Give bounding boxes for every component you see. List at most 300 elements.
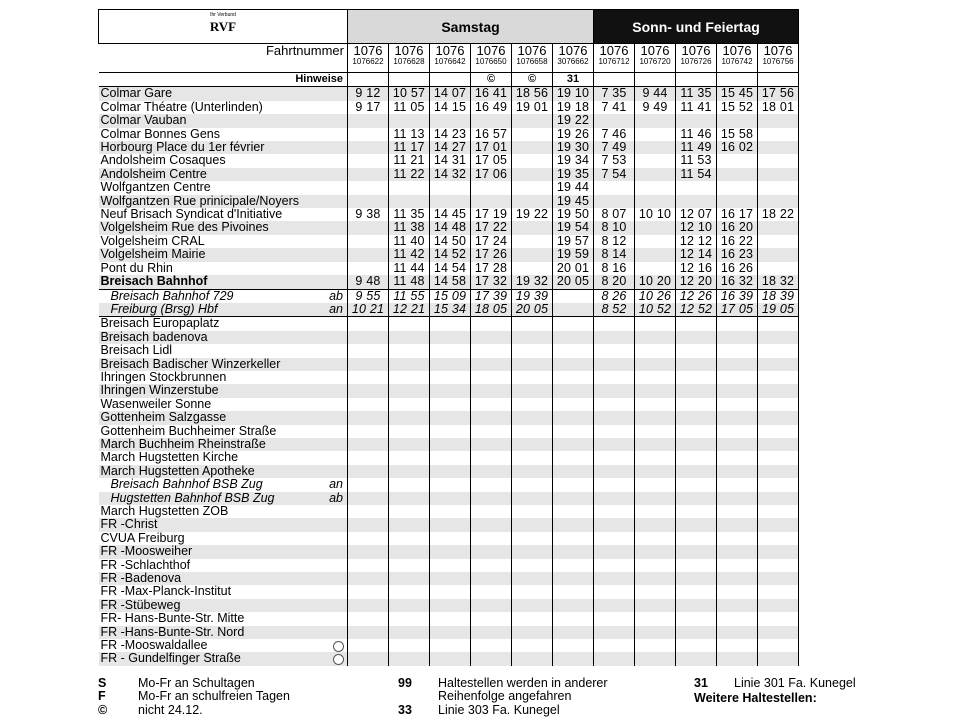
hint-cell: [758, 73, 799, 87]
time-cell: [594, 626, 635, 639]
time-cell: 11 46: [676, 128, 717, 141]
hint-cell: ©: [471, 73, 512, 87]
time-cell: 11 21: [389, 154, 430, 167]
time-cell: [717, 492, 758, 505]
table-row: [99, 289, 799, 303]
time-cell: 14 27: [430, 141, 471, 154]
time-cell: 18 05: [471, 303, 512, 317]
trip-number: [512, 44, 553, 73]
time-cell: [512, 492, 553, 505]
time-cell: 10 26: [635, 289, 676, 303]
time-cell: [471, 384, 512, 397]
time-cell: 19 35: [553, 168, 594, 181]
time-cell: [430, 626, 471, 639]
time-cell: [430, 545, 471, 558]
time-cell: [676, 599, 717, 612]
table-row: [99, 371, 799, 384]
stop-name: [99, 235, 348, 248]
samstag-header: Samstag: [348, 10, 594, 44]
time-cell: [348, 317, 389, 331]
time-cell: [471, 639, 512, 652]
time-cell: [512, 505, 553, 518]
time-cell: [348, 128, 389, 141]
trip-number: [348, 44, 389, 73]
time-cell: [594, 317, 635, 331]
time-cell: [553, 612, 594, 625]
table-row: [99, 545, 799, 558]
time-cell: [553, 358, 594, 371]
time-cell: [758, 384, 799, 397]
hint-cell: 31: [553, 73, 594, 87]
stop-name: [99, 262, 348, 275]
trip-id: 1076628: [393, 57, 425, 66]
time-cell: [717, 451, 758, 464]
time-cell: [676, 317, 717, 331]
table-row: [99, 465, 799, 478]
time-cell: [512, 141, 553, 154]
stop-name: [99, 141, 348, 154]
time-cell: [594, 438, 635, 451]
time-cell: [389, 114, 430, 127]
stop-name: [99, 411, 348, 424]
stop-name: [99, 559, 348, 572]
time-cell: [389, 492, 430, 505]
time-cell: [389, 599, 430, 612]
time-cell: [676, 559, 717, 572]
stop-name: [99, 398, 348, 411]
time-cell: [512, 559, 553, 572]
line-number: 1076: [681, 43, 711, 58]
time-cell: [348, 585, 389, 598]
stop-label: Breisach Bahnhof BSB Zug: [110, 478, 263, 492]
time-cell: [758, 518, 799, 531]
table-row: [99, 652, 799, 665]
time-cell: 9 48: [348, 275, 389, 289]
trip-id: 1076658: [516, 57, 548, 66]
time-cell: [635, 235, 676, 248]
time-cell: 14 07: [430, 87, 471, 101]
time-cell: [758, 438, 799, 451]
time-cell: [758, 344, 799, 357]
time-cell: [553, 289, 594, 303]
time-cell: 12 10: [676, 221, 717, 234]
stop-label: Breisach Bahnhof 729: [110, 289, 234, 303]
time-cell: [758, 425, 799, 438]
time-cell: [635, 438, 676, 451]
time-cell: [348, 114, 389, 127]
time-cell: 18 22: [758, 208, 799, 221]
time-cell: [348, 141, 389, 154]
time-cell: [389, 559, 430, 572]
time-cell: [594, 358, 635, 371]
time-cell: [389, 585, 430, 598]
time-cell: [430, 599, 471, 612]
time-cell: 11 35: [389, 208, 430, 221]
time-cell: 11 22: [389, 168, 430, 181]
time-cell: [512, 532, 553, 545]
time-cell: 20 01: [553, 262, 594, 275]
time-cell: [717, 331, 758, 344]
time-cell: [471, 545, 512, 558]
stop-label: Ihringen Stockbrunnen: [100, 370, 227, 384]
time-cell: 12 20: [676, 275, 717, 289]
time-cell: [512, 317, 553, 331]
time-cell: [389, 425, 430, 438]
time-cell: 10 57: [389, 87, 430, 101]
time-cell: [717, 612, 758, 625]
stop-label: CVUA Freiburg: [100, 531, 185, 545]
time-cell: [594, 612, 635, 625]
time-cell: [635, 221, 676, 234]
sonntag-header: Sonn- und Feiertag: [594, 10, 799, 44]
time-cell: [758, 128, 799, 141]
line-number: 1076: [558, 43, 588, 58]
time-cell: [430, 492, 471, 505]
table-row: [99, 585, 799, 598]
table-row: [99, 492, 799, 505]
table-row: [99, 154, 799, 167]
time-cell: [430, 398, 471, 411]
time-cell: [717, 652, 758, 665]
time-cell: [758, 465, 799, 478]
time-cell: 8 14: [594, 248, 635, 261]
time-cell: [553, 652, 594, 665]
stop-name: [99, 371, 348, 384]
stop-name: [99, 639, 348, 652]
time-cell: [676, 505, 717, 518]
time-cell: 8 10: [594, 221, 635, 234]
time-cell: [512, 518, 553, 531]
time-cell: [471, 585, 512, 598]
stop-name: [99, 344, 348, 357]
time-cell: [635, 572, 676, 585]
time-cell: [676, 612, 717, 625]
time-cell: [717, 639, 758, 652]
time-cell: [635, 331, 676, 344]
table-row: [99, 398, 799, 411]
time-cell: 19 39: [512, 289, 553, 303]
stop-name: [99, 114, 348, 127]
time-cell: [553, 465, 594, 478]
time-cell: 15 45: [717, 87, 758, 101]
time-cell: [553, 398, 594, 411]
time-cell: 7 54: [594, 168, 635, 181]
stop-name: [99, 478, 348, 491]
time-cell: [635, 398, 676, 411]
time-cell: [635, 358, 676, 371]
time-cell: [758, 492, 799, 505]
time-cell: [348, 438, 389, 451]
time-cell: 10 10: [635, 208, 676, 221]
time-cell: [635, 518, 676, 531]
time-cell: [471, 492, 512, 505]
time-cell: [717, 168, 758, 181]
arr-dep-marker: ab: [329, 491, 343, 505]
time-cell: [553, 639, 594, 652]
time-cell: [512, 612, 553, 625]
stop-name: [99, 438, 348, 451]
time-cell: 14 45: [430, 208, 471, 221]
time-cell: [758, 331, 799, 344]
logo-wordmark: RVF: [209, 19, 237, 34]
timetable: [98, 9, 799, 666]
stop-name: [99, 492, 348, 505]
time-cell: [717, 585, 758, 598]
time-cell: 15 58: [717, 128, 758, 141]
time-cell: [512, 438, 553, 451]
time-cell: [758, 639, 799, 652]
time-cell: [348, 154, 389, 167]
time-cell: [512, 114, 553, 127]
time-cell: [717, 532, 758, 545]
time-cell: 12 14: [676, 248, 717, 261]
time-cell: 19 50: [553, 208, 594, 221]
time-cell: [635, 425, 676, 438]
time-cell: [635, 585, 676, 598]
table-row: [99, 532, 799, 545]
stop-name: [99, 545, 348, 558]
time-cell: [553, 303, 594, 317]
time-cell: [430, 465, 471, 478]
time-cell: [635, 317, 676, 331]
time-cell: [430, 317, 471, 331]
time-cell: 8 20: [594, 275, 635, 289]
time-cell: 14 48: [430, 221, 471, 234]
stop-label: Ihringen Winzerstube: [100, 384, 219, 398]
time-cell: [512, 195, 553, 208]
line-number: 1076: [763, 43, 793, 58]
time-cell: [553, 331, 594, 344]
time-cell: [471, 358, 512, 371]
line-number: 1076: [640, 43, 670, 58]
time-cell: [471, 344, 512, 357]
time-cell: [717, 195, 758, 208]
time-cell: [389, 478, 430, 491]
time-cell: [512, 181, 553, 194]
trip-number: [553, 44, 594, 73]
time-cell: [471, 438, 512, 451]
legend-weitere: Weitere Haltestellen:: [694, 691, 817, 705]
time-cell: [553, 505, 594, 518]
time-cell: [348, 505, 389, 518]
stop-name: [99, 465, 348, 478]
arr-dep-marker: ab: [329, 289, 343, 303]
time-cell: 17 24: [471, 235, 512, 248]
time-cell: 14 32: [430, 168, 471, 181]
stop-name: [99, 154, 348, 167]
time-cell: [389, 626, 430, 639]
table-row: [99, 208, 799, 221]
time-cell: [430, 384, 471, 397]
time-cell: [635, 626, 676, 639]
time-cell: 9 44: [635, 87, 676, 101]
time-cell: [676, 585, 717, 598]
table-row: [99, 572, 799, 585]
time-cell: [512, 451, 553, 464]
time-cell: 12 16: [676, 262, 717, 275]
time-cell: [758, 168, 799, 181]
arr-dep-marker: an: [329, 302, 343, 316]
table-row: [99, 344, 799, 357]
time-cell: [553, 572, 594, 585]
time-cell: [348, 344, 389, 357]
stop-name: [99, 101, 348, 114]
stop-label: Wolfgantzen Rue prinicipale/Noyers: [100, 194, 299, 208]
time-cell: [676, 532, 717, 545]
stop-label: Andolsheim Cosaques: [100, 154, 226, 168]
time-cell: [553, 545, 594, 558]
time-cell: [512, 358, 553, 371]
legend-f: F Mo-Fr an schulfreien Tagen: [98, 689, 290, 703]
time-cell: 11 42: [389, 248, 430, 261]
time-cell: [389, 384, 430, 397]
time-cell: [553, 626, 594, 639]
time-cell: [676, 626, 717, 639]
time-cell: [676, 639, 717, 652]
time-cell: [553, 317, 594, 331]
time-cell: 11 49: [676, 141, 717, 154]
time-cell: 8 07: [594, 208, 635, 221]
time-cell: [676, 181, 717, 194]
time-cell: 11 05: [389, 101, 430, 114]
time-cell: [758, 235, 799, 248]
time-cell: 11 40: [389, 235, 430, 248]
time-cell: [676, 652, 717, 665]
time-cell: [717, 411, 758, 424]
time-cell: 12 07: [676, 208, 717, 221]
time-cell: [594, 532, 635, 545]
time-cell: [717, 545, 758, 558]
time-cell: 11 54: [676, 168, 717, 181]
time-cell: [758, 358, 799, 371]
stop-label: Breisach Badischer Winzerkeller: [100, 357, 281, 371]
time-cell: 19 57: [553, 235, 594, 248]
time-cell: [512, 221, 553, 234]
time-cell: [471, 317, 512, 331]
time-cell: [430, 572, 471, 585]
time-cell: [471, 451, 512, 464]
time-cell: [430, 518, 471, 531]
time-cell: [348, 532, 389, 545]
time-cell: [717, 559, 758, 572]
time-cell: 7 49: [594, 141, 635, 154]
time-cell: [430, 505, 471, 518]
time-cell: [471, 114, 512, 127]
table-row: [99, 438, 799, 451]
time-cell: [512, 545, 553, 558]
time-cell: [594, 331, 635, 344]
stop-label: FR -Christ: [100, 518, 158, 532]
time-cell: [389, 639, 430, 652]
time-cell: 17 05: [717, 303, 758, 317]
time-cell: [635, 168, 676, 181]
time-cell: [348, 639, 389, 652]
time-cell: 15 09: [430, 289, 471, 303]
hint-cell: [717, 73, 758, 87]
time-cell: [676, 331, 717, 344]
time-cell: [512, 411, 553, 424]
time-cell: [471, 331, 512, 344]
time-cell: 17 05: [471, 154, 512, 167]
time-cell: [348, 559, 389, 572]
time-cell: [430, 451, 471, 464]
time-cell: 19 05: [758, 303, 799, 317]
table-row: [99, 626, 799, 639]
time-cell: [594, 195, 635, 208]
stop-label: FR -Schlachthof: [100, 558, 191, 572]
table-row: [99, 128, 799, 141]
time-cell: [635, 411, 676, 424]
stop-name: [99, 275, 348, 289]
table-row: [99, 478, 799, 491]
stop-name: [99, 181, 348, 194]
time-cell: [471, 465, 512, 478]
time-cell: 19 45: [553, 195, 594, 208]
time-cell: [348, 612, 389, 625]
time-cell: 16 20: [717, 221, 758, 234]
time-cell: [512, 384, 553, 397]
time-cell: 8 26: [594, 289, 635, 303]
time-cell: [471, 559, 512, 572]
time-cell: [553, 518, 594, 531]
stop-label: Hugstetten Bahnhof BSB Zug: [110, 491, 275, 505]
time-cell: 19 10: [553, 87, 594, 101]
stop-name: [99, 505, 348, 518]
time-cell: 16 49: [471, 101, 512, 114]
time-cell: [553, 411, 594, 424]
time-cell: [635, 652, 676, 665]
stop-label: Breisach Europaplatz: [100, 316, 220, 331]
time-cell: [471, 599, 512, 612]
time-cell: [512, 572, 553, 585]
time-cell: [635, 154, 676, 167]
time-cell: 7 46: [594, 128, 635, 141]
time-cell: [430, 612, 471, 625]
time-cell: [389, 505, 430, 518]
time-cell: [348, 492, 389, 505]
time-cell: [430, 411, 471, 424]
time-cell: [758, 371, 799, 384]
time-cell: [430, 331, 471, 344]
stop-name: [99, 317, 348, 331]
time-cell: [758, 317, 799, 331]
legend-99-cont: Reihenfolge angefahren: [438, 689, 572, 703]
table-row: [99, 518, 799, 531]
stop-label: FR- Hans-Bunte-Str. Mitte: [100, 612, 245, 626]
time-cell: [635, 248, 676, 261]
time-cell: [758, 411, 799, 424]
time-cell: [594, 425, 635, 438]
time-cell: [389, 344, 430, 357]
time-cell: [594, 114, 635, 127]
time-cell: 17 39: [471, 289, 512, 303]
time-cell: 7 53: [594, 154, 635, 167]
time-cell: [553, 384, 594, 397]
time-cell: [389, 612, 430, 625]
time-cell: 15 34: [430, 303, 471, 317]
time-cell: [389, 411, 430, 424]
stop-name: [99, 128, 348, 141]
time-cell: [717, 465, 758, 478]
time-cell: [717, 518, 758, 531]
table-row: [99, 195, 799, 208]
line-number: 1076: [435, 43, 465, 58]
stop-name: [99, 221, 348, 234]
time-cell: [348, 465, 389, 478]
time-cell: 17 26: [471, 248, 512, 261]
time-cell: [635, 114, 676, 127]
table-row: [99, 303, 799, 317]
